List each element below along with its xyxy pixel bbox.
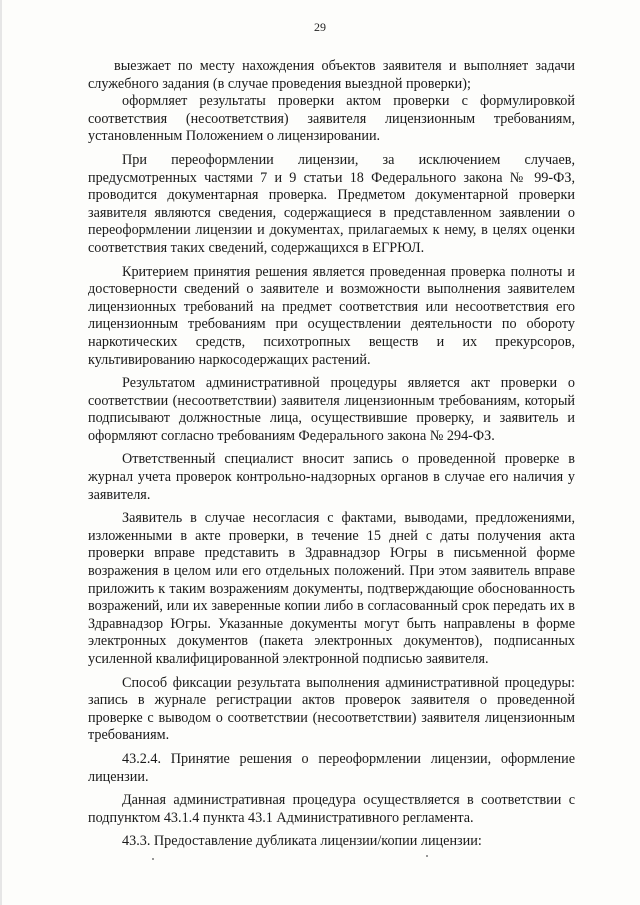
paragraph-7: Заявитель в случае несогласия с фактами, выводами, предложениями, изложенными в акте проверки, в течение 15 дней с даты получения акта проверки вправе представить в Здравнадзор Югры в письменной форме возражения в целом или его отдельных положений. При этом заявитель вправе приложить к таким возражениям документы, подтверждающие обоснованность возражений, или их заверенные копии либо в согласованный срок передать их в Здравнадзор Югры. Указанные документы могут быть направлены в форме электронных документов (пакета электронных документов), подписанных усиленной квалифицированной электронной подписью заявителя. bbox=[88, 510, 575, 667]
paragraph-4: Критерием принятия решения является проведенная проверка полноты и достоверности сведений о заявителе и возможности выполнения заявителем лицензионных требований на предмет соответствия или несоответствия его лицензионным требованиям при осуществлении деятельности по обороту наркотических средств, психотропных веществ и их прекурсоров, культивированию наркосодержащих растений. bbox=[88, 263, 575, 368]
paragraph-3: При переоформлении лицензии, за исключением случаев, предусмотренных частями 7 и 9 статьи 18 Федерального закона № 99-ФЗ, проводится документарная проверка. Предметом документарной проверки заявителя являются сведения, содержащиеся в представленном заявлении о переоформлении лицензии и документах, прилагаемых к нему, в целях оценки соответствия таких сведений, содержащихся в ЕГРЮЛ. bbox=[88, 151, 575, 256]
paragraph-6: Ответственный специалист вносит запись о проведенной проверке в журнал учета проверок контрольно-надзорных органов в случае его наличия у заявителя. bbox=[88, 451, 575, 503]
scan-speck bbox=[152, 858, 154, 860]
paragraph-10: Данная административная процедура осуществляется в соответствии с подпунктом 43.1.4 пункта 43.1 Административного регламента. bbox=[88, 792, 575, 826]
paragraph-11: 43.3. Предоставление дубликата лицензии/копии лицензии: bbox=[122, 833, 482, 850]
paragraph-1: выезжает по месту нахождения объектов заявителя и выполняет задачи служебного задания (в случае проведения выездной проверки); bbox=[88, 58, 575, 92]
paragraph-9: 43.2.4. Принятие решения о переоформлении лицензии, оформление лицензии. bbox=[88, 750, 575, 785]
page-number: 29 bbox=[314, 20, 326, 34]
paragraph-5: Результатом административной процедуры является акт проверки о соответствии (несоответствии) заявителя лицензионным требованиям, который подписывают должностные лица, осуществившие проверку, и заявитель и оформляют согласно требованиям Федерального закона № 294-ФЗ. bbox=[88, 375, 575, 444]
paragraph-8: Способ фиксации результата выполнения административной процедуры: запись в журнале регистрации актов проверок заявителя о проведенной проверке с выводом о соответствии (несоответствии) заявителя лицензионным требованиям. bbox=[88, 674, 575, 744]
document-body bbox=[88, 58, 575, 851]
paragraph-2: оформляет результаты проверки актом проверки с формулировкой соответствия (несоответствия) заявителя лицензионным требованиям, установленным Положением о лицензировании. bbox=[88, 93, 575, 145]
page-edge-shadow bbox=[0, 0, 2, 905]
scan-speck bbox=[426, 855, 428, 857]
